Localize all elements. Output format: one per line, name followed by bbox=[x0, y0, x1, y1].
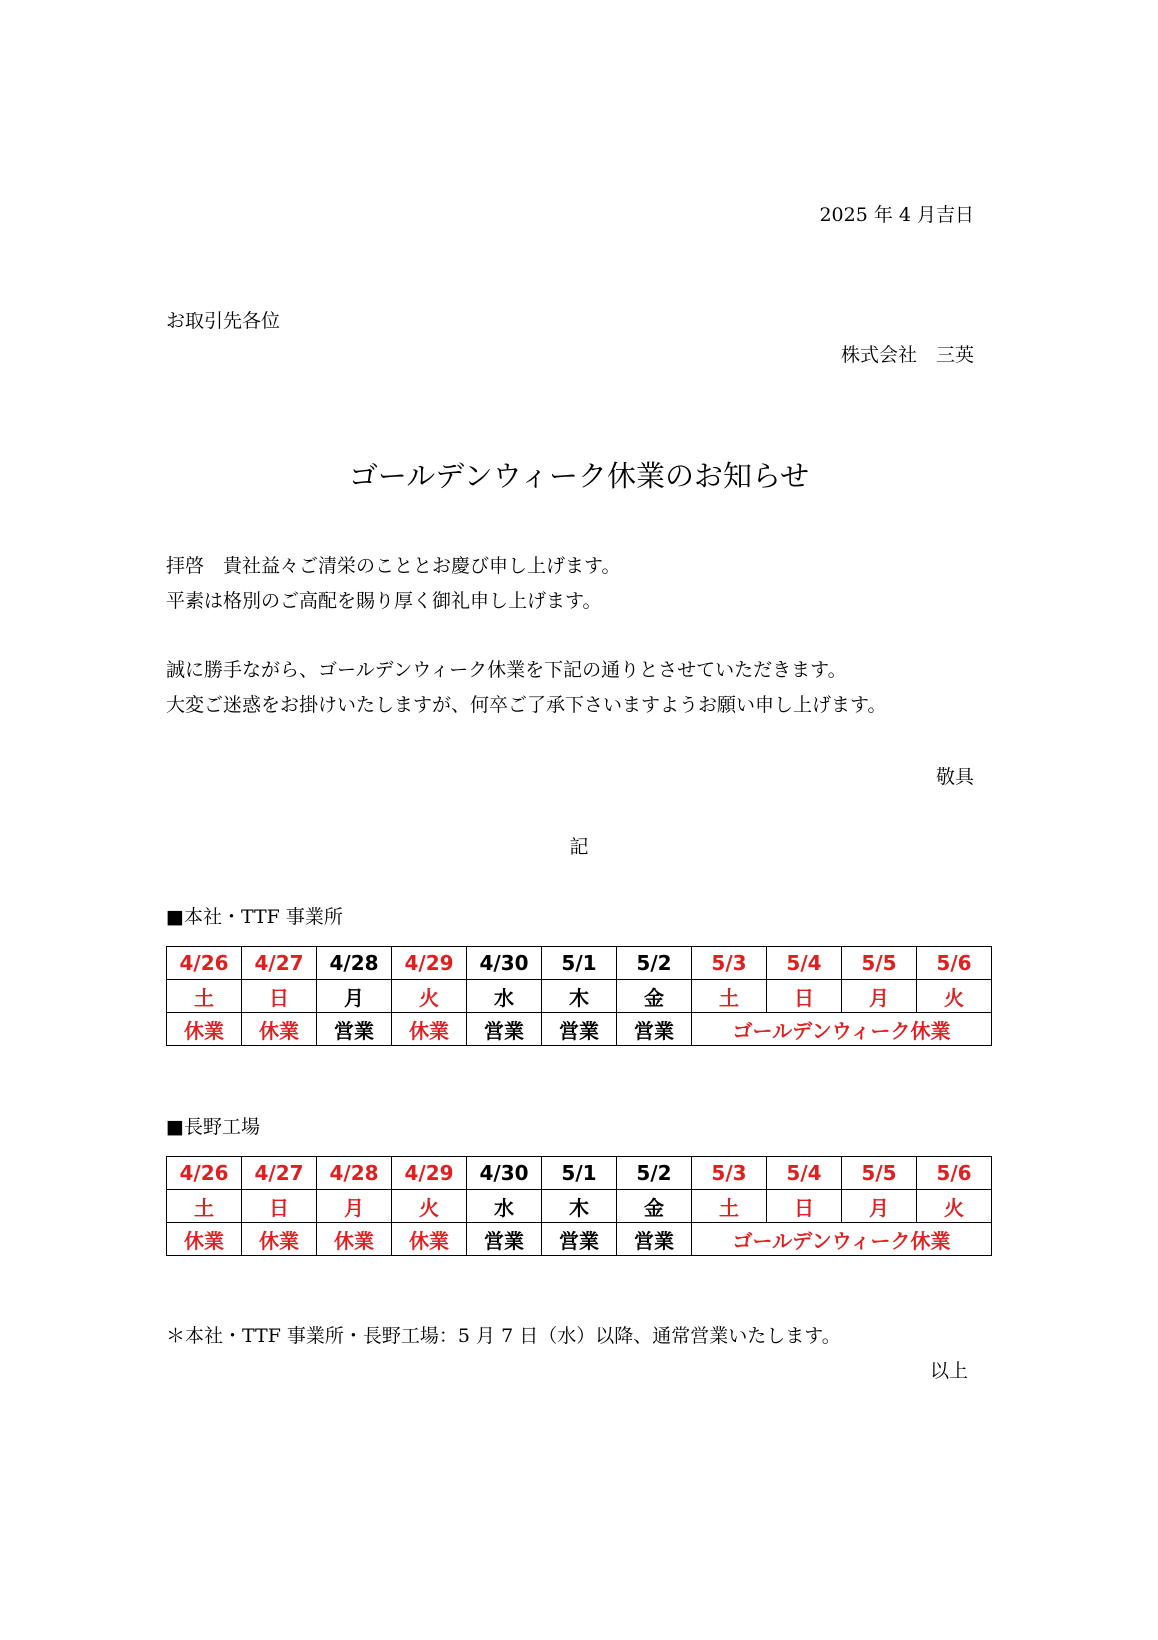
weekday-cell: 日 bbox=[242, 1190, 317, 1223]
status-cell: 営業 bbox=[467, 1013, 542, 1046]
status-row bbox=[167, 1223, 992, 1256]
date-cell: 4/28 bbox=[317, 1157, 392, 1190]
weekday-cell: 水 bbox=[467, 1190, 542, 1223]
golden-week-closure-cell: ゴールデンウィーク休業 bbox=[692, 1223, 992, 1256]
date-cell: 4/28 bbox=[317, 947, 392, 980]
status-cell: 営業 bbox=[317, 1013, 392, 1046]
date-cell: 4/29 bbox=[392, 947, 467, 980]
date-cell: 4/30 bbox=[467, 947, 542, 980]
status-cell: 休業 bbox=[242, 1223, 317, 1256]
weekday-cell: 火 bbox=[392, 1190, 467, 1223]
weekday-row bbox=[167, 1190, 992, 1223]
weekday-cell: 日 bbox=[767, 980, 842, 1013]
status-cell: 休業 bbox=[167, 1223, 242, 1256]
weekday-cell: 日 bbox=[242, 980, 317, 1013]
weekday-cell: 火 bbox=[392, 980, 467, 1013]
date-cell: 5/1 bbox=[542, 1157, 617, 1190]
date-cell: 5/2 bbox=[617, 947, 692, 980]
status-row bbox=[167, 1013, 992, 1046]
date-cell: 5/6 bbox=[917, 947, 992, 980]
weekday-cell: 木 bbox=[542, 1190, 617, 1223]
weekday-row bbox=[167, 980, 992, 1013]
section-heading-honsha: ■本社・TTF 事業所 bbox=[166, 906, 343, 928]
date-cell: 4/26 bbox=[167, 947, 242, 980]
notice-line: 誠に勝手ながら、ゴールデンウィーク休業を下記の通りとさせていただきます。 bbox=[166, 659, 847, 681]
date-row bbox=[167, 1157, 992, 1190]
date-cell: 4/27 bbox=[242, 1157, 317, 1190]
date-cell: 4/30 bbox=[467, 1157, 542, 1190]
date-cell: 5/1 bbox=[542, 947, 617, 980]
weekday-cell: 土 bbox=[692, 1190, 767, 1223]
golden-week-closure-cell: ゴールデンウィーク休業 bbox=[692, 1013, 992, 1046]
document-title: ゴールデンウィーク休業のお知らせ bbox=[348, 459, 810, 493]
ki-heading: 記 bbox=[569, 836, 589, 858]
date-cell: 5/2 bbox=[617, 1157, 692, 1190]
date-cell: 5/6 bbox=[917, 1157, 992, 1190]
schedule-table-honsha bbox=[166, 946, 992, 1046]
closing-ijo: 以上 bbox=[929, 1360, 968, 1382]
date-row bbox=[167, 947, 992, 980]
date-cell: 5/5 bbox=[842, 947, 917, 980]
weekday-cell: 月 bbox=[317, 980, 392, 1013]
document-date: 2025 年 4 月吉日 bbox=[819, 204, 974, 226]
status-cell: 営業 bbox=[542, 1223, 617, 1256]
date-cell: 4/27 bbox=[242, 947, 317, 980]
weekday-cell: 月 bbox=[842, 980, 917, 1013]
status-cell: 営業 bbox=[617, 1223, 692, 1256]
date-cell: 5/5 bbox=[842, 1157, 917, 1190]
addressee: お取引先各位 bbox=[166, 310, 281, 332]
greeting-line: 拝啓 貴社益々ご清栄のこととお慶び申し上げます。 bbox=[166, 555, 621, 577]
weekday-cell: 月 bbox=[317, 1190, 392, 1223]
weekday-cell: 火 bbox=[917, 980, 992, 1013]
status-cell: 休業 bbox=[242, 1013, 317, 1046]
date-cell: 5/3 bbox=[692, 1157, 767, 1190]
date-cell: 5/4 bbox=[767, 947, 842, 980]
weekday-cell: 月 bbox=[842, 1190, 917, 1223]
weekday-cell: 土 bbox=[692, 980, 767, 1013]
closing-keigu: 敬具 bbox=[935, 766, 974, 788]
date-cell: 5/4 bbox=[767, 1157, 842, 1190]
status-cell: 休業 bbox=[167, 1013, 242, 1046]
sender-company: 株式会社 三英 bbox=[840, 344, 974, 366]
status-cell: 休業 bbox=[392, 1223, 467, 1256]
weekday-cell: 金 bbox=[617, 1190, 692, 1223]
status-cell: 休業 bbox=[317, 1223, 392, 1256]
weekday-cell: 金 bbox=[617, 980, 692, 1013]
status-cell: 営業 bbox=[542, 1013, 617, 1046]
schedule-table-nagano bbox=[166, 1156, 992, 1256]
weekday-cell: 木 bbox=[542, 980, 617, 1013]
weekday-cell: 土 bbox=[167, 1190, 242, 1223]
greeting-line-2: 平素は格別のご高配を賜り厚く御礼申し上げます。 bbox=[166, 590, 602, 612]
resume-note: ＊本社・TTF 事業所・長野工場：5 月 7 日（水）以降、通常営業いたします。 bbox=[166, 1325, 841, 1347]
apology-line: 大変ご迷惑をお掛けいたしますが、何卒ご了承下さいますようお願い申し上げます。 bbox=[166, 694, 887, 716]
date-cell: 4/29 bbox=[392, 1157, 467, 1190]
weekday-cell: 火 bbox=[917, 1190, 992, 1223]
status-cell: 営業 bbox=[617, 1013, 692, 1046]
weekday-cell: 日 bbox=[767, 1190, 842, 1223]
section-heading-nagano: ■長野工場 bbox=[166, 1116, 260, 1138]
status-cell: 営業 bbox=[467, 1223, 542, 1256]
weekday-cell: 土 bbox=[167, 980, 242, 1013]
weekday-cell: 水 bbox=[467, 980, 542, 1013]
date-cell: 4/26 bbox=[167, 1157, 242, 1190]
status-cell: 休業 bbox=[392, 1013, 467, 1046]
date-cell: 5/3 bbox=[692, 947, 767, 980]
